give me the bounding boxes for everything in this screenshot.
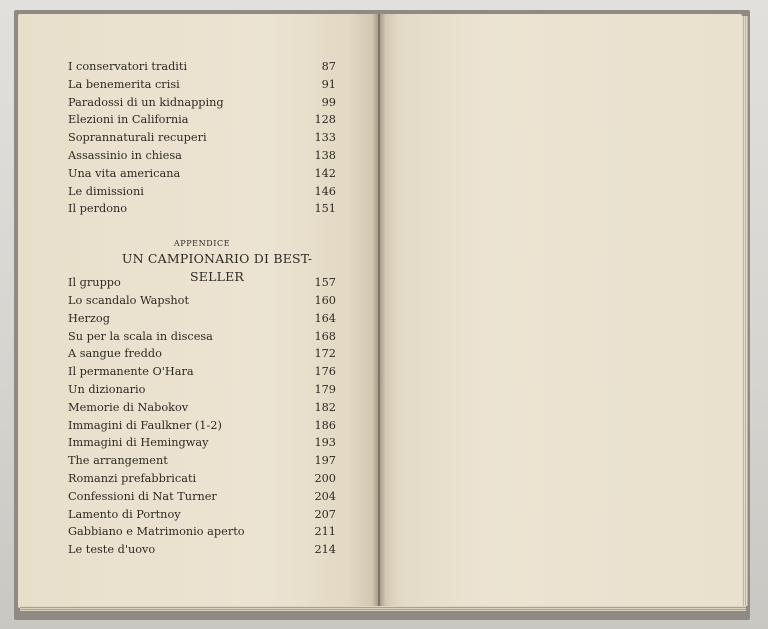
toc-entry-title: Le teste d'uovo — [68, 543, 156, 557]
toc-entry — [68, 76, 336, 94]
toc-entry-page: 91 — [321, 77, 336, 91]
toc-entry-title: Il permanente O'Hara — [68, 365, 194, 379]
toc-entry-title: Immagini di Hemingway — [68, 436, 209, 450]
book-gutter — [372, 14, 386, 608]
toc-entry-page: 211 — [314, 525, 336, 539]
toc-entry-page: 172 — [314, 347, 336, 361]
toc-entry-page: 193 — [314, 436, 336, 450]
toc-entry-page: 176 — [314, 365, 336, 379]
toc-entry — [68, 310, 336, 328]
toc-section-main — [68, 58, 336, 218]
toc-entry-page: 168 — [314, 329, 336, 343]
toc-entry — [68, 94, 336, 112]
toc-entry — [68, 523, 336, 541]
toc-entry-title: Assassinio in chiesa — [68, 148, 182, 162]
toc-entry — [68, 165, 336, 183]
toc-entry-page: 142 — [314, 166, 336, 180]
appendix-label: APPENDICE — [173, 239, 231, 249]
toc-entry-page: 214 — [314, 543, 336, 557]
toc-entry-page: 146 — [314, 184, 336, 198]
page-edges-right — [742, 16, 748, 606]
toc-entry-page: 164 — [314, 311, 336, 325]
toc-entry-page: 157 — [314, 276, 336, 290]
toc-entry-page: 138 — [314, 148, 336, 162]
toc-entry-title: The arrangement — [68, 454, 168, 468]
toc-entry-page: 200 — [314, 471, 336, 485]
toc-entry-page: 186 — [314, 418, 336, 432]
toc-entry — [68, 111, 336, 129]
toc-entry — [68, 399, 336, 417]
toc-entry — [68, 274, 336, 292]
toc-entry-page: 207 — [314, 507, 336, 521]
toc-entry-page: 87 — [321, 60, 336, 73]
toc-entry-title: Elezioni in California — [68, 113, 189, 127]
toc-entry-title: Lamento di Portnoy — [68, 507, 181, 521]
toc-entry — [68, 345, 336, 363]
toc-entry — [68, 381, 336, 399]
toc-entry — [68, 147, 336, 165]
toc-entry-page: 204 — [314, 489, 336, 503]
toc-entry — [68, 488, 336, 506]
toc-entry — [68, 200, 336, 218]
toc-entry — [68, 328, 336, 346]
toc-entry-page: 128 — [314, 113, 336, 127]
toc-entry-page: 179 — [314, 382, 336, 396]
toc-entry-title: La benemerita crisi — [68, 77, 180, 91]
toc-entry-title: Memorie di Nabokov — [68, 400, 189, 414]
toc-entry-title: Le dimissioni — [68, 184, 144, 198]
toc-entry — [68, 183, 336, 201]
table-of-contents — [68, 58, 336, 559]
toc-entry — [68, 434, 336, 452]
toc-entry — [68, 363, 336, 381]
toc-section-appendix — [68, 274, 336, 559]
toc-entry-page: 133 — [314, 131, 336, 145]
toc-entry — [68, 452, 336, 470]
toc-entry — [68, 470, 336, 488]
toc-entry — [68, 506, 336, 524]
toc-entry-page: 151 — [314, 202, 336, 216]
toc-entry-title: Herzog — [68, 311, 110, 325]
toc-entry — [68, 292, 336, 310]
toc-entry-title: Il gruppo — [68, 276, 121, 290]
right-page — [380, 14, 742, 608]
toc-entry-title: I conservatori traditi — [68, 60, 188, 73]
toc-entry-title: Paradossi di un kidnapping — [68, 95, 224, 109]
toc-entry-title: Soprannaturali recuperi — [68, 131, 207, 145]
toc-entry-title: Romanzi prefabbricati — [68, 471, 197, 485]
toc-entry-title: Confessioni di Nat Turner — [68, 489, 217, 503]
toc-entry-title: Lo scandalo Wapshot — [68, 293, 190, 307]
toc-entry-title: Un dizionario — [68, 382, 146, 396]
toc-entry-title: Gabbiano e Matrimonio aperto — [68, 525, 245, 539]
toc-entry — [68, 129, 336, 147]
toc-entry — [68, 58, 336, 76]
toc-entry-title: Immagini di Faulkner (1-2) — [68, 418, 222, 432]
page-edges-bottom — [20, 606, 746, 611]
toc-entry-title: Una vita americana — [68, 166, 181, 180]
toc-entry-page: 99 — [321, 95, 336, 109]
toc-entry-title: A sangue freddo — [68, 347, 162, 361]
toc-entry — [68, 541, 336, 559]
toc-entry — [68, 417, 336, 435]
appendix-heading: UN CAMPIONARIO DI BEST-SELLER — [121, 251, 313, 285]
toc-entry-page: 197 — [314, 454, 336, 468]
toc-entry-page: 160 — [314, 293, 336, 307]
toc-entry-title: Su per la scala in discesa — [68, 329, 213, 343]
toc-entry-page: 182 — [314, 400, 336, 414]
toc-entry-title: Il perdono — [68, 202, 128, 216]
